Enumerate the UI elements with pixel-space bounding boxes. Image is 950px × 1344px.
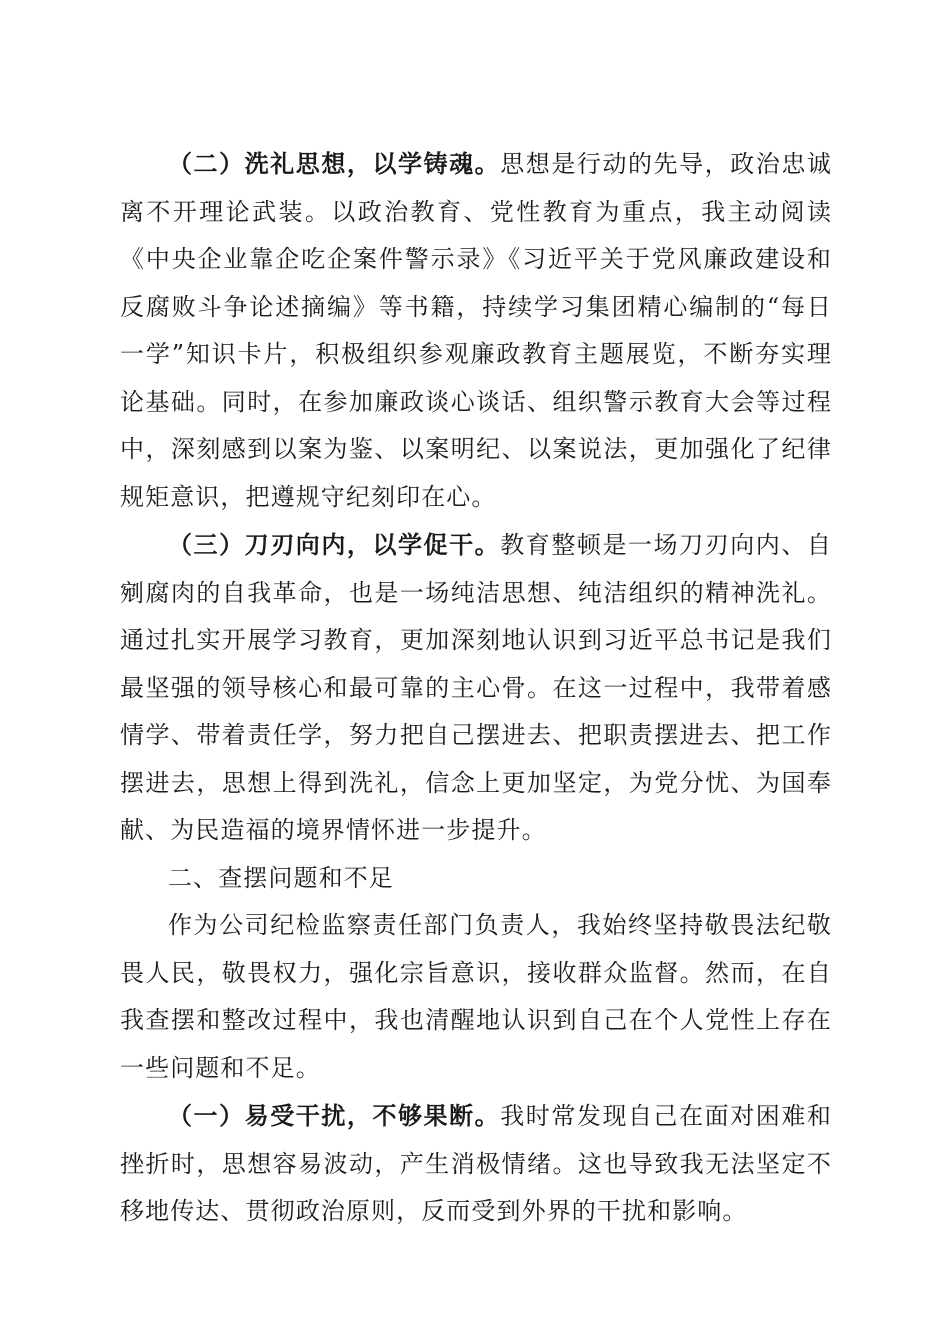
paragraph-intro-problems xyxy=(120,902,832,1092)
paragraph-ideology-baptism xyxy=(120,140,832,521)
paragraph-lead: （三）刀刃向内，以学促干。 xyxy=(168,530,501,559)
section-heading: 二、查摆问题和不足 xyxy=(168,863,394,892)
paragraph-self-reform xyxy=(120,521,832,855)
paragraph-text: 教育整顿是一场刀刃向内、自剜腐肉的自我革命，也是一场纯洁思想、纯洁组织的精神洗礼。通过扎实开展学习教育，更加深刻地认识到习近平总书记是我们最坚强的领导核心和最可靠的主心骨。在这一过程中，我带着感情学、带着责任学，努力把自己摆进去、把职责摆进去、把工作摆进去，思想上得到洗礼，信念上更加坚定，为党分忧、为国奉献、为民造福的境界情怀进一步提升。 xyxy=(120,531,832,844)
paragraph-text: 作为公司纪检监察责任部门负责人，我始终坚持敬畏法纪敬畏人民，敬畏权力，强化宗旨意识，接收群众监督。然而，在自我查摆和整改过程中，我也清醒地认识到自己在个人党性上存在一些问题和不足。 xyxy=(120,911,832,1082)
document-body xyxy=(120,140,832,1236)
paragraph-lead: （一）易受干扰，不够果断。 xyxy=(168,1101,501,1130)
paragraph-lead: （二）洗礼思想，以学铸魂。 xyxy=(168,149,501,178)
paragraph-text: 我时常发现自己在面对困难和挫折时，思想容易波动，产生消极情绪。这也导致我无法坚定不移地传达、贯彻政治原则，反而受到外界的干扰和影响。 xyxy=(120,1102,832,1225)
paragraph-easily-disturbed xyxy=(120,1092,832,1236)
paragraph-text: 思想是行动的先导，政治忠诚离不开理论武装。以政治教育、党性教育为重点，我主动阅读《中央企业靠企吃企案件警示录》《习近平关于党风廉政建设和反腐败斗争论述摘编》等书籍，持续学习集团精心编制的“每日一学”知识卡片，积极组织参观廉政教育主题展览，不断夯实理论基础。同时，在参加廉政谈心谈话、组织警示教育大会等过程中，深刻感到以案为鉴、以案明纪、以案说法，更加强化了纪律规矩意识，把遵规守纪刻印在心。 xyxy=(120,150,832,511)
